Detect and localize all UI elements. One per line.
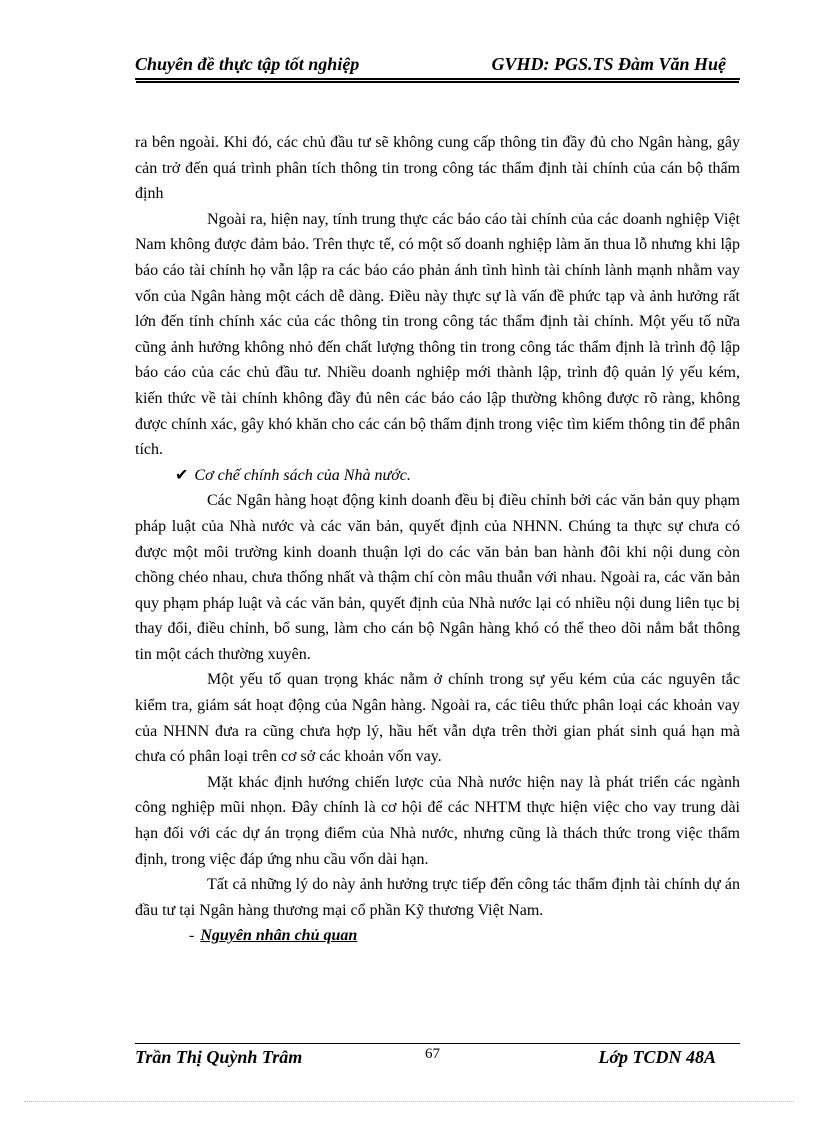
body-text <box>135 130 740 949</box>
paragraph: Mặt khác định hướng chiến lược của Nhà nước hiện nay là phát triển các ngành công nghiệp mũi nhọn. Đây chính là cơ hội để các NHTM thực hiện việc cho vay trung dài hạn đối với các dự án trọng điểm của Nhà nước, nhưng cũng là thách thức trong việc thẩm định, trong việc đáp ứng nhu cầu vốn dài hạn. <box>135 773 740 868</box>
paragraph: Một yếu tố quan trọng khác nằm ở chính trong sự yếu kém của các nguyên tắc kiểm tra, giám sát hoạt động của Ngân hàng. Ngoài ra, các tiêu thức phân loại các khoản vay của NHNN đưa ra cũng chưa hợp lý, hầu hết vẫn dựa trên thời gian phát sinh quá hạn mà chưa có phân loại trên cơ sở các khoản vốn vay. <box>135 671 740 766</box>
checklist-item <box>135 463 740 489</box>
page-boundary <box>24 1101 794 1102</box>
paragraph: Các Ngân hàng hoạt động kinh doanh đều bị điều chỉnh bởi các văn bản quy phạm pháp luật của Nhà nước và các văn bản, quyết định của NHNN. Chúng ta thực sự chưa có được một môi trường kinh doanh thuận lợi do các văn bản ban hành đôi khi nội dung còn chồng chéo nhau, chưa thống nhất và thậm chí còn mâu thuẫn với nhau. Ngoài ra, các văn bản quy phạm pháp luật và các văn bản, quyết định của Nhà nước lại có nhiều nội dung liên tục bị thay đổi, điều chỉnh, bổ sung, làm cho cán bộ Ngân hàng khó có thể theo dõi nắm bắt thông tin một cách thường xuyên. <box>135 492 740 663</box>
paragraph: ra bên ngoài. Khi đó, các chủ đầu tư sẽ không cung cấp thông tin đầy đủ cho Ngân hàng, gây cản trở đến quá trình phân tích thông tin trong công tác thẩm định tài chính của cán bộ thẩm định <box>135 134 740 203</box>
section-heading-text: Nguyên nhân chủ quan <box>200 927 358 945</box>
checklist-item-text: Cơ chế chính sách của Nhà nước. <box>194 466 411 484</box>
header-title: Chuyên đề thực tập tốt nghiệp <box>135 54 360 74</box>
paragraph: Tất cả những lý do này ảnh hưởng trực tiếp đến công tác thẩm định tài chính dự án đầu tư tại Ngân hàng thương mại cổ phần Kỹ thương Việt Nam. <box>135 876 740 919</box>
section-heading <box>135 923 740 949</box>
author-name: Trần Thị Quỳnh Trâm <box>135 1047 303 1067</box>
page-footer <box>135 1046 740 1072</box>
footer-divider <box>135 1043 740 1044</box>
page-number: 67 <box>425 1046 440 1062</box>
page-header <box>135 52 740 80</box>
paragraph: Ngoài ra, hiện nay, tính trung thực các báo cáo tài chính của các doanh nghiệp Việt Nam không được đảm bảo. Trên thực tế, có một số doanh nghiệp làm ăn thua lỗ nhưng khi lập báo cáo tài chính họ vẫn lập ra các báo cáo phản ánh tình hình tài chính lành mạnh nhằm vay vốn của Ngân hàng một cách dễ dàng. Điều này thực sự là vấn đề phức tạp và ảnh hưởng rất lớn đến tính chính xác của các thông tin trong công tác thẩm định tài chính. Một yếu tố nữa cũng ảnh hưởng không nhỏ đến chất lượng thông tin trong công tác thẩm định là trình độ lập báo cáo của các chủ đầu tư. Nhiều doanh nghiệp mới thành lập, trình độ quản lý yếu kém, kiến thức về tài chính không đầy đủ nên các báo cáo lập thường không được rõ ràng, không được chính xác, gây khó khăn cho các cán bộ thẩm định trong việc tìm kiếm thông tin để phân tích. <box>135 210 740 459</box>
checkmark-icon: ✔ <box>175 466 189 484</box>
header-advisor: GVHD: PGS.TS Đàm Văn Huệ <box>491 54 726 74</box>
dash-bullet: - <box>189 927 195 945</box>
class-label: Lớp TCDN 48A <box>598 1047 716 1067</box>
